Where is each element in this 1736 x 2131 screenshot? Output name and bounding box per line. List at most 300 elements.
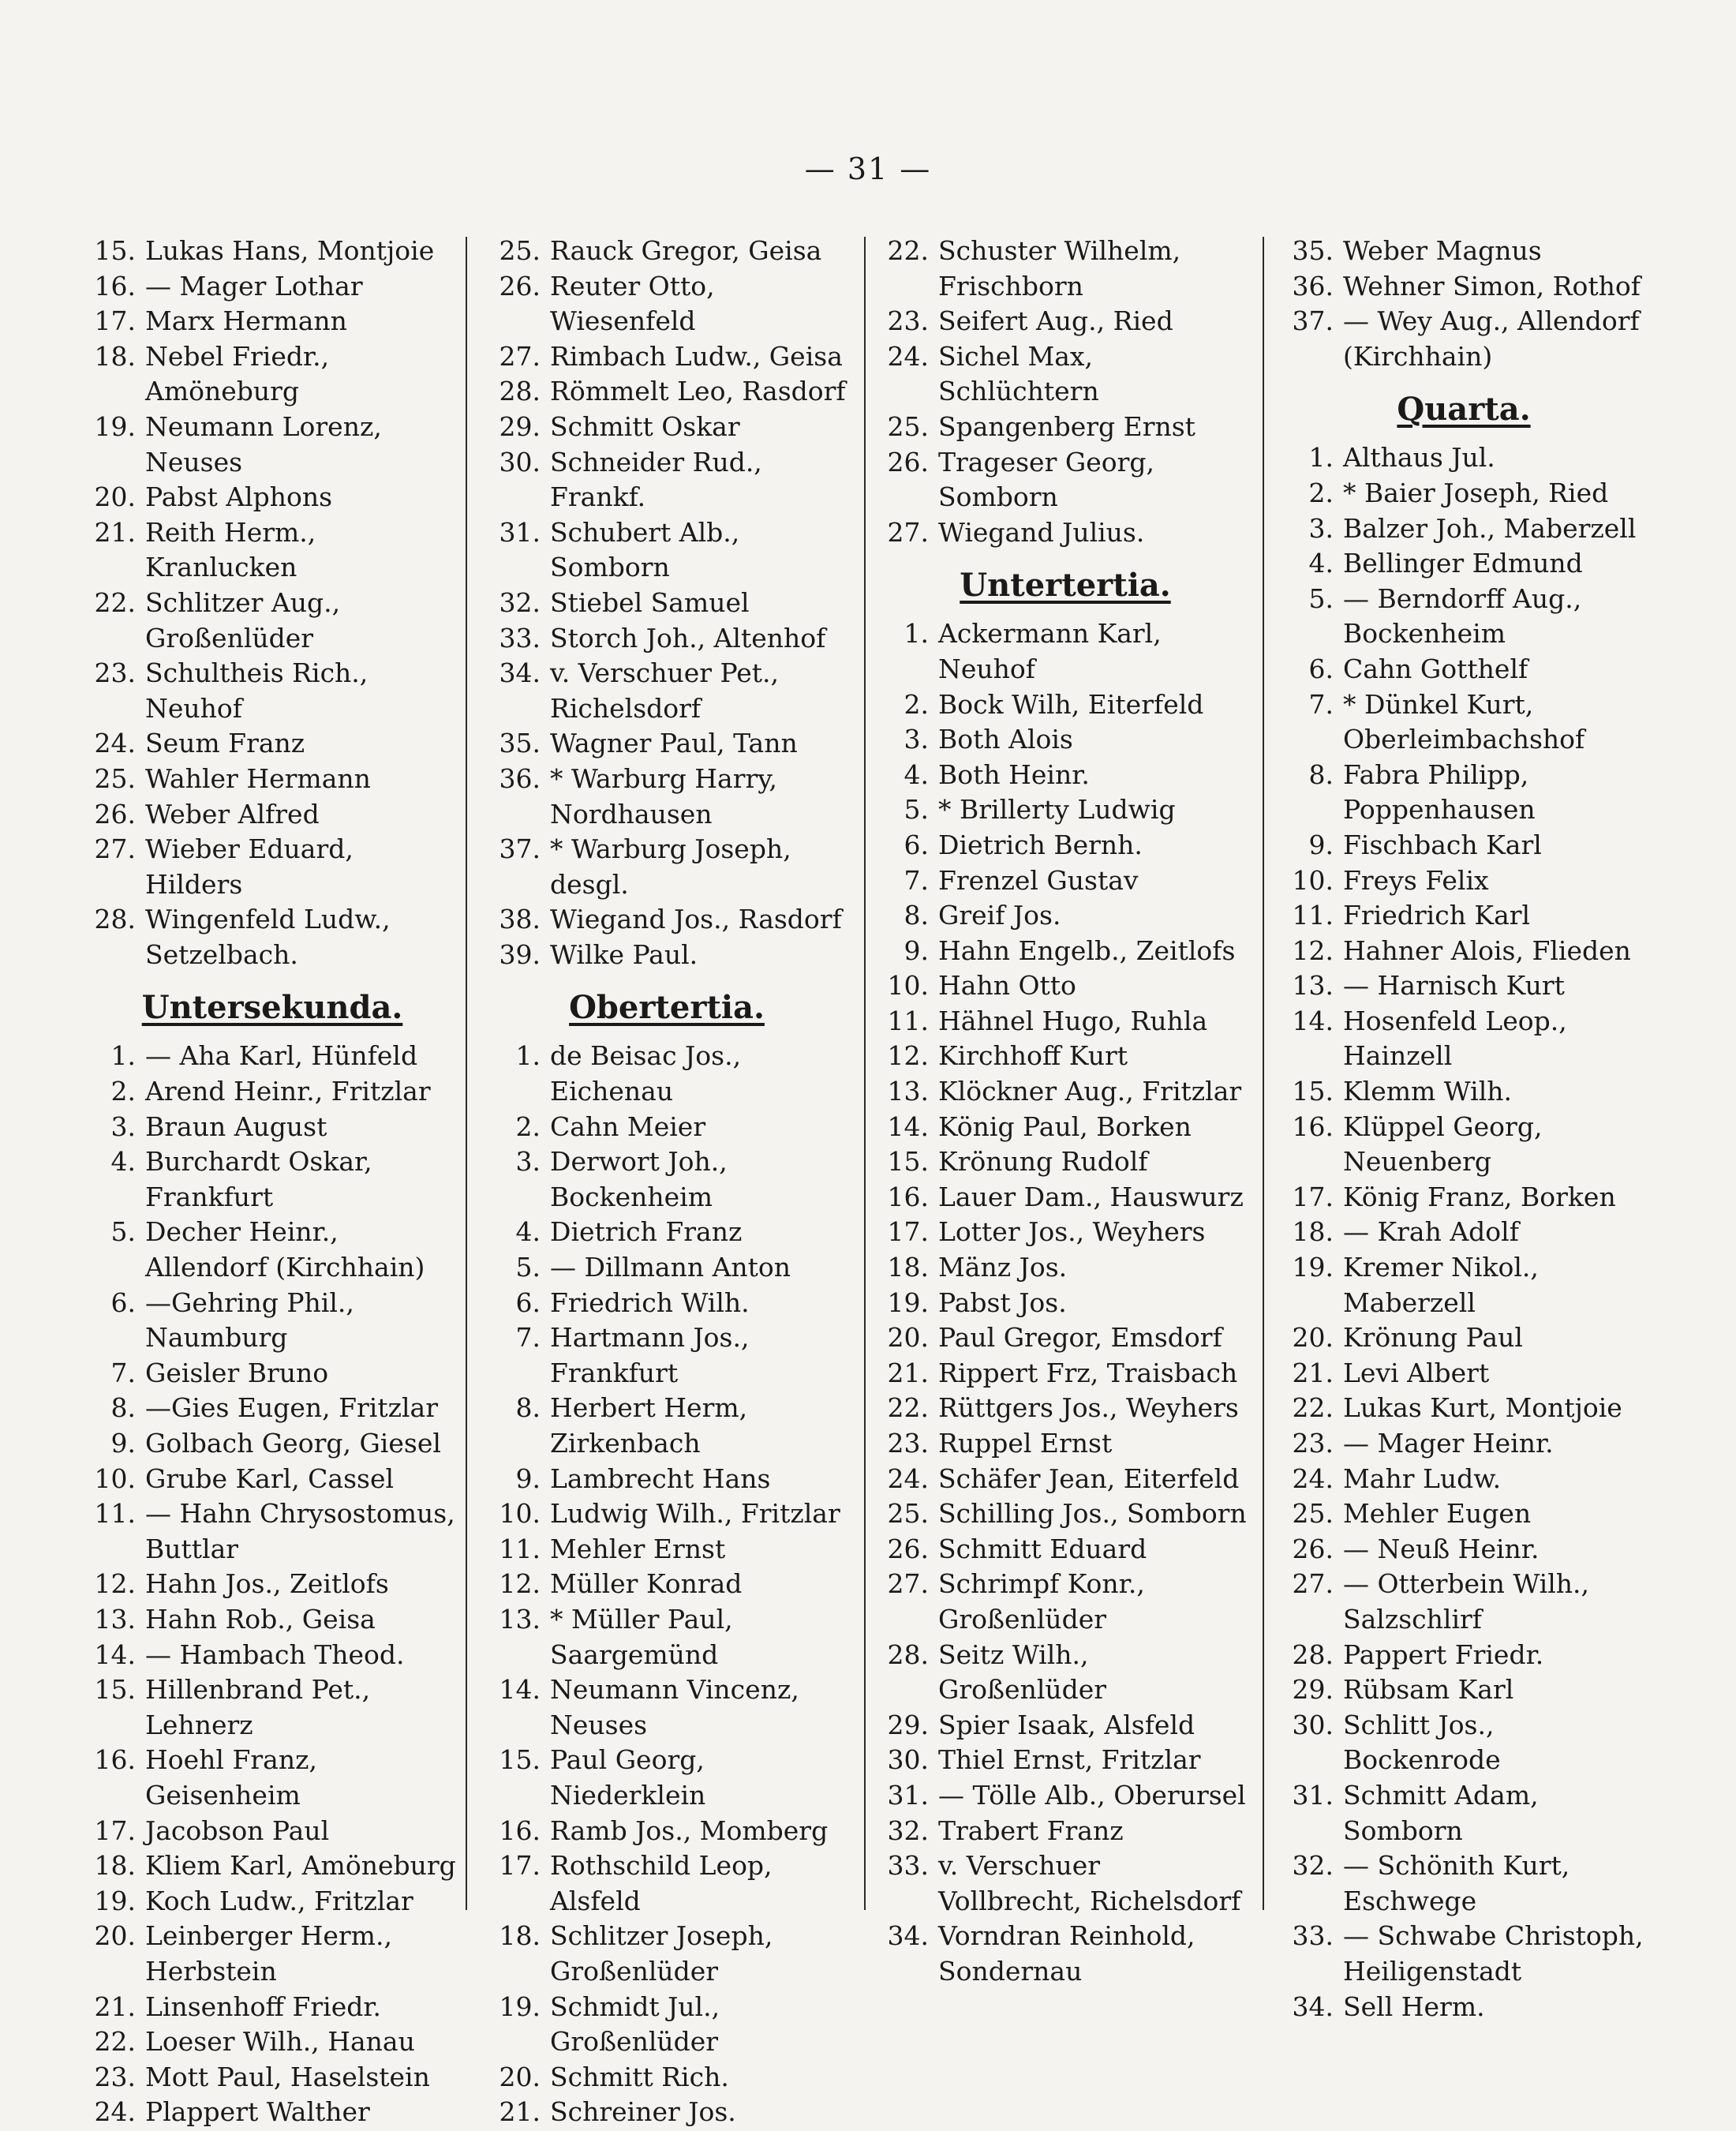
entry-name: v. Verschuer Pet., Richelsdorf [550, 657, 780, 724]
entry-number: 18. [94, 1850, 136, 1882]
student-entry [485, 1672, 848, 1743]
student-entry [880, 1462, 1251, 1497]
student-entry [87, 1215, 458, 1285]
entry-number: 28. [887, 1639, 929, 1670]
student-entry [880, 339, 1251, 410]
entry-number: 23. [887, 305, 929, 337]
entry-name: Friedrich Wilh. [550, 1286, 750, 1318]
entry-number: 16. [94, 1744, 136, 1776]
entry-name: — Berndorff Aug., Bockenheim [1343, 582, 1582, 650]
entry-number: 28. [1292, 1639, 1334, 1670]
entry-name: Burchardt Oskar, Frankfurt [145, 1146, 372, 1212]
entry-name: Althaus Jul. [1343, 442, 1495, 474]
entry-name: Schmitt Oskar [550, 410, 740, 442]
entry-name: Krönung Paul [1343, 1322, 1523, 1354]
entry-number: 10. [499, 1498, 541, 1530]
column-3 [880, 234, 1251, 1990]
entry-name: Mahr Ludw. [1343, 1462, 1502, 1494]
entry-name: Bock Wilh, Eiterfeld [938, 688, 1204, 720]
entry-name: Thiel Ernst, Fritzlar [938, 1744, 1201, 1776]
student-entry [87, 515, 458, 586]
entry-name: Freys Felix [1343, 864, 1489, 896]
student-entry [87, 2024, 458, 2060]
student-entry [485, 1462, 848, 1497]
student-entry [880, 1848, 1251, 1919]
entry-number: 32. [1292, 1850, 1334, 1882]
student-entry [87, 1144, 458, 1215]
student-entry [87, 1356, 458, 1391]
student-entry [87, 1814, 458, 1849]
entry-name: de Beisac Jos., Eichenau [550, 1040, 742, 1107]
student-entry [1278, 934, 1649, 969]
entry-number: 6. [1308, 653, 1334, 684]
student-entry [880, 1743, 1251, 1778]
student-entry [1278, 1567, 1649, 1637]
entry-number: 21. [1292, 1357, 1334, 1388]
entry-name: Fischbach Karl [1343, 829, 1542, 860]
entry-name: König Paul, Borken [938, 1110, 1192, 1142]
student-entry [485, 1496, 848, 1532]
entry-name: Mott Paul, Haselstein [145, 2061, 430, 2092]
entry-name: Ackermann Karl, Neuhof [938, 618, 1162, 684]
student-entry [87, 1602, 458, 1638]
entry-number: 26. [887, 446, 929, 478]
student-entry [880, 1356, 1251, 1391]
entry-name: * Müller Paul, Saargemünd [550, 1603, 733, 1670]
entry-number: 22. [887, 1392, 929, 1424]
student-entry [1278, 1250, 1649, 1320]
entry-name: Mehler Ernst [550, 1533, 726, 1564]
entry-number: 2. [904, 688, 929, 720]
entry-number: 39. [499, 938, 541, 970]
entry-number: 24. [887, 1462, 929, 1494]
entry-number: 29. [887, 1709, 929, 1740]
student-entry [1278, 1391, 1649, 1426]
student-entry [485, 1320, 848, 1391]
entry-number: 8. [904, 900, 929, 931]
entry-name: Friedrich Karl [1343, 900, 1531, 931]
entry-number: 8. [1308, 758, 1334, 790]
student-entry [1278, 440, 1649, 476]
student-entry [1278, 968, 1649, 1004]
entry-name: Schultheis Rich., Neuhof [145, 657, 369, 724]
entry-number: 7. [904, 864, 929, 896]
entry-number: 19. [94, 1885, 136, 1916]
student-entry [880, 1426, 1251, 1462]
entry-number: 11. [94, 1498, 136, 1530]
student-entry [880, 445, 1251, 515]
entry-number: 13. [94, 1603, 136, 1635]
student-entry [485, 656, 848, 726]
entry-name: Nebel Friedr., Amöneburg [145, 340, 330, 407]
entry-name: Linsenhoff Friedr. [145, 1991, 382, 2022]
entry-name: Lambrecht Hans [550, 1462, 771, 1494]
entry-number: 12. [887, 1040, 929, 1072]
entry-name: * Warburg Joseph, desgl. [550, 833, 791, 900]
entry-name: — Tölle Alb., Oberursel [938, 1779, 1246, 1811]
entry-number: 4. [110, 1146, 136, 1178]
student-entry [485, 1215, 848, 1250]
entry-name: Ramb Jos., Momberg [550, 1815, 829, 1846]
entry-name: Seifert Aug., Ried [938, 305, 1173, 337]
student-entry [880, 863, 1251, 899]
entry-name: Grube Karl, Cassel [145, 1462, 395, 1494]
entry-name: Mänz Jos. [938, 1252, 1068, 1283]
student-entry [87, 1391, 458, 1426]
entry-name: Wiegand Jos., Rasdorf [550, 904, 842, 935]
entry-number: 20. [499, 2061, 541, 2092]
entry-number: 8. [110, 1392, 136, 1424]
entry-number: 15. [94, 235, 136, 266]
entry-number: 31. [499, 516, 541, 548]
entry-number: 22. [1292, 1392, 1334, 1424]
entry-number: 32. [887, 1815, 929, 1846]
student-entry [880, 515, 1251, 551]
student-entry [87, 1462, 458, 1497]
student-entry [87, 1990, 458, 2025]
entry-number: 6. [515, 1286, 541, 1318]
entry-number: 18. [1292, 1216, 1334, 1248]
entry-number: 13. [1292, 970, 1334, 1002]
entry-name: Golbach Georg, Giesel [145, 1428, 441, 1459]
entry-name: Pabst Jos. [938, 1286, 1067, 1318]
entry-number: 11. [499, 1533, 541, 1564]
entry-name: Derwort Joh., Bockenheim [550, 1146, 728, 1212]
entry-number: 30. [1292, 1709, 1334, 1740]
entry-name: — Dillmann Anton [550, 1252, 791, 1283]
entry-name: Hahn Rob., Geisa [145, 1603, 376, 1635]
student-entry [880, 1074, 1251, 1110]
student-entry [87, 480, 458, 515]
entry-number: 23. [1292, 1428, 1334, 1459]
student-entry [485, 1250, 848, 1286]
student-entry [880, 828, 1251, 863]
student-entry [880, 968, 1251, 1004]
entry-number: 25. [94, 762, 136, 794]
entry-number: 5. [904, 794, 929, 826]
student-entry [485, 1602, 848, 1672]
entry-name: Fabra Philipp, Poppenhausen [1343, 758, 1536, 826]
entry-name: Schmitt Adam, Somborn [1343, 1779, 1539, 1846]
entry-number: 34. [887, 1920, 929, 1952]
entry-name: Weber Alfred [145, 798, 320, 830]
student-entry [1278, 269, 1649, 305]
student-entry [1278, 758, 1649, 828]
student-entry [485, 1848, 848, 1919]
entry-name: Hillenbrand Pet., Lehnerz [145, 1674, 371, 1740]
entry-name: Dietrich Franz [550, 1216, 743, 1248]
entry-number: 20. [94, 1920, 136, 1952]
student-entry [880, 616, 1251, 687]
column-4 [1278, 234, 1649, 2024]
column-divider [466, 237, 467, 1910]
student-entry [1278, 1004, 1649, 1074]
entry-number: 14. [1292, 1005, 1334, 1036]
entry-name: Ruppel Ernst [938, 1428, 1113, 1459]
entry-number: 19. [1292, 1252, 1334, 1283]
entry-name: Hähnel Hugo, Ruhla [938, 1005, 1208, 1036]
entry-number: 24. [94, 728, 136, 759]
entry-number: 24. [94, 2096, 136, 2128]
entry-name: Schlitzer Joseph, Großenlüder [550, 1920, 773, 1987]
entry-name: Schmidt Jul., Großenlüder [550, 1991, 720, 2058]
entry-name: Klüppel Georg, Neuenberg [1343, 1110, 1543, 1178]
student-entry [1278, 1074, 1649, 1110]
entry-name: Schmitt Eduard [938, 1533, 1147, 1564]
entry-number: 37. [1292, 305, 1334, 337]
student-entry [87, 1884, 458, 1919]
entry-name: Schlitzer Aug., Großenlüder [145, 586, 341, 654]
student-entry [485, 269, 848, 339]
entry-name: Weber Magnus [1343, 235, 1542, 266]
class-list [87, 234, 458, 972]
student-entry [485, 938, 848, 973]
entry-number: 20. [1292, 1322, 1334, 1354]
entry-number: 13. [499, 1603, 541, 1635]
entry-name: Kremer Nikol., Maberzell [1343, 1252, 1539, 1318]
entry-number: 29. [499, 410, 541, 442]
entry-number: 30. [499, 446, 541, 478]
entry-name: Schmitt Rich. [550, 2061, 729, 2092]
entry-name: Braun August [145, 1110, 327, 1142]
entry-number: 12. [94, 1568, 136, 1600]
student-entry [87, 902, 458, 972]
student-entry [87, 1110, 458, 1145]
entry-name: Balzer Joh., Maberzell [1343, 512, 1637, 544]
entry-number: 2. [110, 1076, 136, 1107]
entry-number: 27. [1292, 1568, 1334, 1600]
entry-name: Stiebel Samuel [550, 586, 750, 618]
entry-name: Schlitt Jos., Bockenrode [1343, 1709, 1501, 1776]
entry-name: — Schwabe Christoph, Heiligenstadt [1343, 1920, 1644, 1987]
student-entry [880, 722, 1251, 758]
entry-name: Spier Isaak, Alsfeld [938, 1709, 1195, 1740]
student-entry [880, 1778, 1251, 1814]
page-number: — 31 — [804, 152, 932, 186]
student-entry [87, 304, 458, 339]
entry-name: * Baier Joseph, Ried [1343, 477, 1609, 508]
entry-number: 10. [94, 1462, 136, 1494]
column-2 [485, 234, 848, 2130]
entry-number: 16. [887, 1181, 929, 1212]
entry-number: 8. [515, 1392, 541, 1424]
entry-number: 23. [887, 1428, 929, 1459]
section-heading-untersekunda: Untersekunda. [141, 989, 403, 1027]
student-entry [880, 1496, 1251, 1532]
entry-number: 24. [1292, 1462, 1334, 1494]
entry-name: Wieber Eduard, Hilders [145, 833, 354, 900]
entry-number: 34. [1292, 1991, 1334, 2022]
entry-number: 27. [94, 833, 136, 865]
student-entry [87, 1039, 458, 1074]
entry-name: —Gehring Phil., Naumburg [145, 1286, 354, 1354]
student-entry [880, 1004, 1251, 1039]
entry-number: 34. [499, 657, 541, 689]
student-entry [1278, 1778, 1649, 1848]
entry-number: 17. [499, 1850, 541, 1882]
entry-name: Dietrich Bernh. [938, 829, 1143, 860]
entry-number: 15. [499, 1744, 541, 1776]
entry-name: Seitz Wilh., Großenlüder [938, 1639, 1107, 1706]
entry-name: König Franz, Borken [1343, 1181, 1616, 1212]
entry-name: Wiegand Julius. [938, 516, 1145, 548]
student-entry [1278, 1180, 1649, 1215]
entry-number: 11. [887, 1005, 929, 1036]
entry-name: Rippert Frz, Traisbach [938, 1357, 1238, 1388]
entry-number: 26. [499, 270, 541, 301]
student-entry [87, 1286, 458, 1356]
class-list [880, 234, 1251, 550]
entry-number: 31. [1292, 1779, 1334, 1811]
student-entry [1278, 234, 1649, 269]
entry-number: 7. [1308, 688, 1334, 720]
student-entry [880, 1567, 1251, 1637]
entry-name: Klemm Wilh. [1343, 1076, 1513, 1107]
entry-name: Rübsam Karl [1343, 1674, 1514, 1706]
student-entry [880, 1144, 1251, 1180]
entry-name: Rüttgers Jos., Weyhers [938, 1392, 1239, 1424]
entry-number: 16. [94, 270, 136, 301]
student-entry [880, 1110, 1251, 1145]
section-heading-untertertia: Untertertia. [960, 567, 1171, 605]
entry-name: Schubert Alb., Somborn [550, 516, 740, 583]
entry-number: 16. [1292, 1110, 1334, 1142]
student-entry [1278, 511, 1649, 547]
entry-name: Trageser Georg, Somborn [938, 446, 1154, 513]
entry-name: Vorndran Reinhold, Sondernau [938, 1920, 1195, 1987]
entry-name: Neumann Lorenz, Neuses [145, 410, 382, 478]
section-heading-quarta: Quarta. [1397, 391, 1531, 429]
student-entry [485, 1039, 848, 1109]
student-entry [485, 1919, 848, 1989]
entry-number: 6. [904, 829, 929, 860]
entry-number: 1. [110, 1040, 136, 1072]
entry-name: Müller Konrad [550, 1568, 743, 1600]
entry-number: 21. [94, 1991, 136, 2022]
entry-name: Pabst Alphons [145, 481, 333, 513]
student-entry [485, 339, 848, 375]
entry-name: Cahn Meier [550, 1110, 706, 1142]
student-entry [485, 1567, 848, 1602]
entry-name: Seum Franz [145, 728, 305, 759]
class-list [485, 234, 848, 972]
entry-number: 25. [887, 1498, 929, 1530]
student-entry [485, 410, 848, 445]
entry-number: 14. [887, 1110, 929, 1142]
entry-name: Levi Albert [1343, 1357, 1490, 1388]
student-entry [1278, 1708, 1649, 1778]
entry-number: 14. [94, 1639, 136, 1670]
entry-number: 19. [94, 410, 136, 442]
student-entry [880, 934, 1251, 969]
entry-name: Pappert Friedr. [1343, 1639, 1544, 1670]
entry-number: 10. [1292, 864, 1334, 896]
entry-name: Jacobson Paul [145, 1815, 330, 1846]
entry-number: 20. [887, 1322, 929, 1354]
entry-name: Neumann Vincenz, Neuses [550, 1674, 799, 1740]
entry-number: 25. [1292, 1498, 1334, 1530]
entry-number: 3. [904, 724, 929, 755]
student-entry [1278, 476, 1649, 511]
student-entry [880, 1708, 1251, 1743]
entry-name: Lotter Jos., Weyhers [938, 1216, 1206, 1248]
student-entry [485, 1990, 848, 2060]
entry-number: 4. [904, 758, 929, 790]
student-entry [485, 1286, 848, 1321]
entry-name: Kliem Karl, Amöneburg [145, 1850, 456, 1882]
column-divider [864, 237, 866, 1910]
entry-number: 15. [1292, 1076, 1334, 1107]
student-entry [880, 304, 1251, 339]
student-entry [485, 1391, 848, 1461]
student-entry [880, 1039, 1251, 1074]
entry-number: 24. [887, 340, 929, 372]
entry-name: Hahn Otto [938, 970, 1076, 1002]
student-entry [485, 902, 848, 938]
student-entry [1278, 1638, 1649, 1673]
entry-number: 18. [499, 1920, 541, 1952]
entry-number: 26. [887, 1533, 929, 1564]
entry-number: 18. [94, 340, 136, 372]
student-entry [880, 1286, 1251, 1321]
student-entry [880, 1320, 1251, 1356]
entry-number: 16. [499, 1815, 541, 1846]
entry-number: 11. [1292, 900, 1334, 931]
student-entry [87, 1848, 458, 1884]
entry-number: 12. [499, 1568, 541, 1600]
entry-number: 5. [1308, 582, 1334, 614]
entry-name: Frenzel Gustav [938, 864, 1139, 896]
student-entry [1278, 1919, 1649, 1989]
entry-name: Wingenfeld Ludw., Setzelbach. [145, 904, 391, 970]
student-entry [87, 234, 458, 269]
student-entry [1278, 1356, 1649, 1391]
entry-number: 23. [94, 2061, 136, 2092]
entry-name: Schuster Wilhelm, Frischborn [938, 235, 1181, 301]
entry-name: — Harnisch Kurt [1343, 970, 1565, 1002]
entry-number: 27. [499, 340, 541, 372]
student-entry [485, 621, 848, 657]
entry-number: 35. [1292, 235, 1334, 266]
entry-number: 29. [1292, 1674, 1334, 1706]
student-entry [485, 2060, 848, 2095]
entry-name: —Gies Eugen, Fritzlar [145, 1392, 438, 1424]
entry-number: 14. [499, 1674, 541, 1706]
entry-number: 9. [110, 1428, 136, 1459]
student-entry [87, 832, 458, 902]
entry-number: 21. [499, 2096, 541, 2128]
entry-name: Römmelt Leo, Rasdorf [550, 376, 846, 407]
student-entry [1278, 304, 1649, 374]
entry-name: Both Alois [938, 724, 1073, 755]
student-entry [1278, 1215, 1649, 1250]
entry-name: * Dünkel Kurt, Oberleimbachshof [1343, 688, 1585, 755]
student-entry [87, 2060, 458, 2095]
student-entry [485, 234, 848, 269]
student-entry [485, 1144, 848, 1215]
student-entry [87, 1919, 458, 1989]
entry-name: Schäfer Jean, Eiterfeld [938, 1462, 1240, 1494]
entry-number: 18. [887, 1252, 929, 1283]
entry-number: 6. [110, 1286, 136, 1318]
entry-name: Hahn Jos., Zeitlofs [145, 1568, 389, 1600]
student-entry [1278, 1496, 1649, 1532]
class-list [87, 1039, 458, 2129]
student-entry [87, 1426, 458, 1462]
entry-name: Spangenberg Ernst [938, 410, 1195, 442]
student-entry [1278, 1320, 1649, 1356]
entry-number: 27. [887, 1568, 929, 1600]
